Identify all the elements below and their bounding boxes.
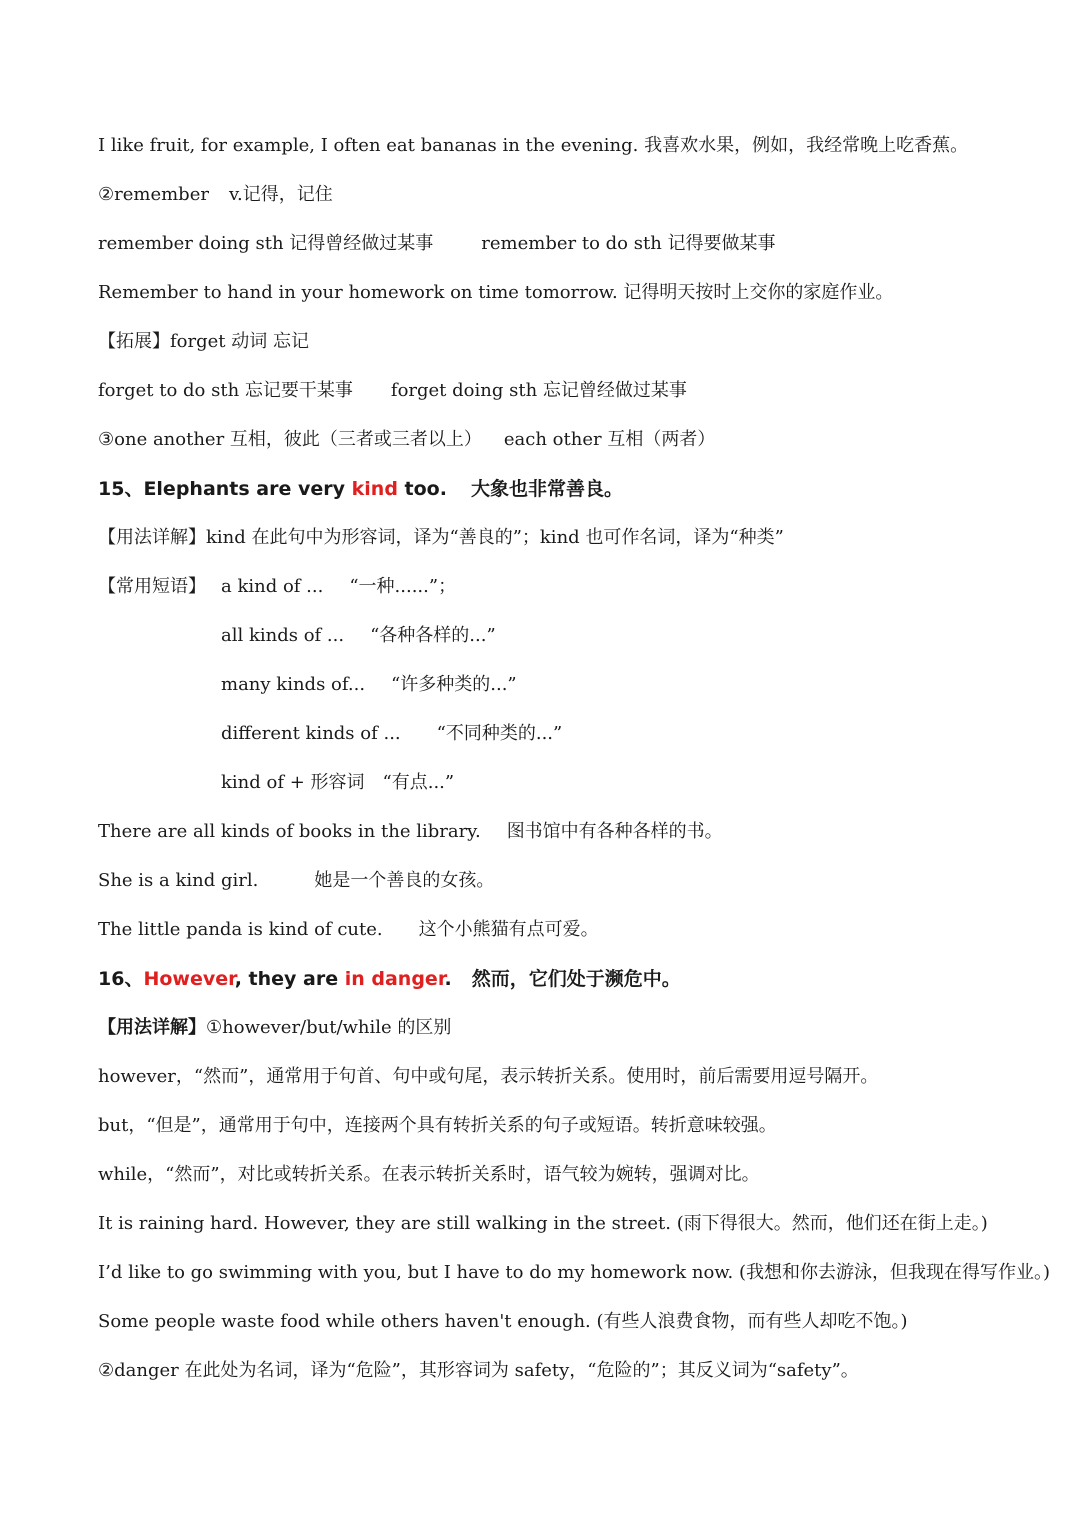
heading-15-cn: 大象也非常善良。 bbox=[470, 478, 623, 500]
keyword-in-danger: in danger bbox=[344, 968, 445, 990]
example-sentence-panda bbox=[98, 917, 599, 943]
example-sentence-fruit: I like fruit, for example, I often eat bananas in the evening. 我喜欢水果，例如，我经常晚上吃香蕉。 bbox=[98, 135, 969, 156]
phrase-item bbox=[221, 672, 517, 698]
remember-to-do: remember to do sth 记得要做某事 bbox=[481, 233, 776, 254]
heading-16-cn: 然而，它们处于濒危中。 bbox=[471, 968, 681, 990]
explain-but: but，“但是”，通常用于句中，连接两个具有转折关系的句子或短语。转折意味较强。 bbox=[98, 1115, 777, 1136]
phrase-en: different kinds of ... bbox=[221, 723, 401, 744]
keyword-kind: kind bbox=[351, 478, 398, 500]
phrase-en: all kinds of ... bbox=[221, 625, 345, 646]
example-sentence-girl bbox=[98, 868, 494, 894]
phrase-en: a kind of ... bbox=[221, 576, 324, 597]
forget-to-do: forget to do sth 忘记要干某事 bbox=[98, 380, 353, 401]
example-cn: 图书馆中有各种各样的书。 bbox=[506, 821, 723, 842]
heading-16 bbox=[98, 966, 681, 992]
example-sentence-library bbox=[98, 819, 723, 845]
keyword-however: However bbox=[143, 968, 235, 990]
phrase-item bbox=[221, 623, 496, 649]
one-another: ③one another 互相，彼此（三者或三者以上） bbox=[98, 429, 482, 450]
example-en: The little panda is kind of cute. bbox=[98, 919, 383, 940]
example-sentence-remember: Remember to hand in your homework on time tomorrow. 记得明天按时上交你的家庭作业。 bbox=[98, 282, 894, 303]
phrase-en: many kinds of... bbox=[221, 674, 366, 695]
phrase-item bbox=[221, 574, 456, 600]
usage-kind: 【用法详解】kind 在此句中为形容词，译为“善良的”；kind 也可作名词，译为“种类” bbox=[98, 527, 784, 548]
example-cn: 这个小熊猫有点可爱。 bbox=[418, 919, 599, 940]
remember-doing: remember doing sth 记得曾经做过某事 bbox=[98, 233, 434, 254]
phrase-cn: “有点...” bbox=[382, 772, 455, 793]
phrase-cn: “各种各样的...” bbox=[370, 625, 496, 646]
remember-usage bbox=[98, 231, 776, 257]
usage-however-but-while bbox=[98, 1015, 451, 1041]
example-sentence-swimming: I’d like to go swimming with you, but I have to do my homework now. (我想和你去游泳，但我现在得写作业。) bbox=[98, 1262, 1051, 1283]
one-another-each-other bbox=[98, 427, 715, 453]
phrase-label: 【常用短语】 bbox=[98, 576, 206, 597]
example-sentence-food: Some people waste food while others haven't enough. (有些人浪费食物，而有些人却吃不饱。) bbox=[98, 1311, 908, 1332]
example-en: There are all kinds of books in the library. bbox=[98, 821, 481, 842]
explain-however: however，“然而”，通常用于句首、句中或句尾，表示转折关系。使用时，前后需要用逗号隔开。 bbox=[98, 1066, 879, 1087]
phrase-cn: “不同种类的...” bbox=[436, 723, 563, 744]
heading-15-post: too. bbox=[397, 478, 447, 500]
phrase-cn: “许多种类的...” bbox=[391, 674, 517, 695]
heading-16-post: . bbox=[444, 968, 452, 990]
extension-forget: 【拓展】forget 动词 忘记 bbox=[98, 331, 309, 352]
explain-danger: ②danger 在此处为名词，译为“危险”，其形容词为 safety，“危险的”；其反义词为“safety”。 bbox=[98, 1360, 859, 1381]
usage-topic: ①however/but/while 的区别 bbox=[206, 1017, 452, 1038]
example-cn: 她是一个善良的女孩。 bbox=[314, 870, 495, 891]
phrase-en: kind of + 形容词 bbox=[221, 772, 365, 793]
heading-15-pre: 15、Elephants are very bbox=[98, 478, 352, 500]
phrase-item bbox=[221, 721, 562, 747]
vocab-meaning: v.记得，记住 bbox=[228, 184, 333, 205]
heading-16-pre: 16、 bbox=[98, 968, 144, 990]
each-other: each other 互相（两者） bbox=[503, 429, 716, 450]
phrase-cn: “一种......”； bbox=[349, 576, 457, 597]
example-sentence-raining: It is raining hard. However, they are still walking in the street. (雨下得很大。然而，他们还在街上走。) bbox=[98, 1213, 988, 1234]
forget-usage bbox=[98, 378, 687, 404]
phrase-item bbox=[221, 770, 454, 796]
explain-while: while，“然而”，对比或转折关系。在表示转折关系时，语气较为婉转，强调对比。 bbox=[98, 1164, 760, 1185]
vocab-word: ②remember bbox=[98, 184, 209, 205]
heading-15 bbox=[98, 476, 623, 502]
heading-16-mid: , they are bbox=[234, 968, 345, 990]
example-en: She is a kind girl. bbox=[98, 870, 259, 891]
forget-doing: forget doing sth 忘记曾经做过某事 bbox=[390, 380, 687, 401]
usage-label: 【用法详解】 bbox=[98, 1017, 206, 1038]
vocab-remember bbox=[98, 182, 333, 208]
